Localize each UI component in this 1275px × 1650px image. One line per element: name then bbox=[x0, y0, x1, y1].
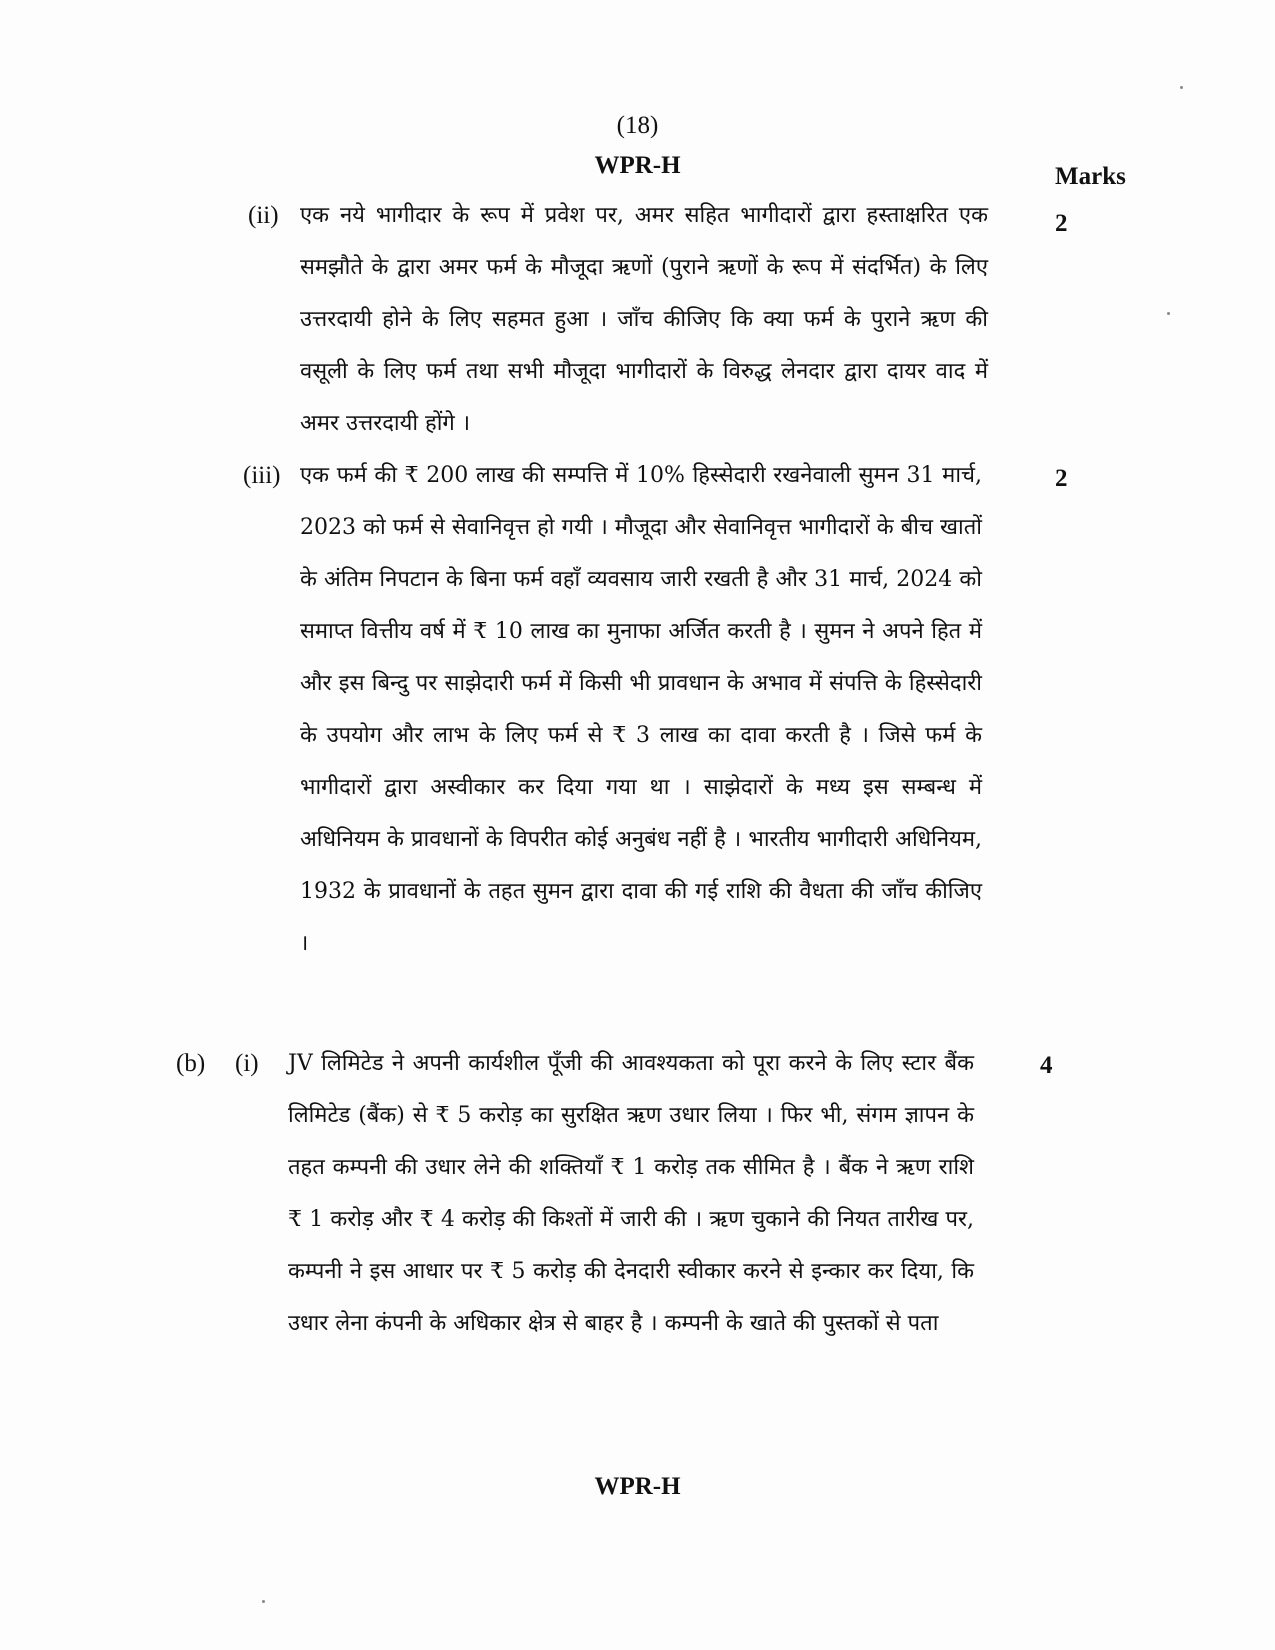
paper-code-header: WPR-H bbox=[594, 152, 681, 179]
question-label-iii: (iii) bbox=[243, 462, 281, 489]
question-marks-b-i: 4 bbox=[1040, 1052, 1053, 1079]
scan-speck bbox=[262, 1600, 265, 1603]
question-marks-iii: 2 bbox=[1055, 465, 1068, 492]
question-text-ii: एक नये भागीदार के रूप में प्रवेश पर, अमर सहित भागीदारों द्वारा हस्ताक्षरित एक समझौते के द्वारा अमर फर्म के मौजूदा ऋणों (पुराने ऋणों के रूप में संदर्भित) के लिए उत्तरदायी होने के लिए सहमत हुआ । जाँच कीजिए कि क्या फर्म के पुराने ऋण की वसूली के लिए फर्म तथा सभी मौजूदा भागीदारों के विरुद्ध लेनदार द्वारा दायर वाद में अमर उत्तरदायी होंगे । bbox=[300, 203, 988, 436]
question-text-iii: एक फर्म की ₹ 200 लाख की सम्पत्ति में 10% हिस्सेदारी रखनेवाली सुमन 31 मार्च, 2023 को फर्म से सेवानिवृत्त हो गयी । मौजूदा और सेवानिवृत्त भागीदारों के बीच खातों के अंतिम निपटान के बिना फर्म वहाँ व्यवसाय जारी रखती है और 31 मार्च, 2024 को समाप्त वित्तीय वर्ष में ₹ 10 लाख का मुनाफा अर्जित करती है । सुमन ने अपने हित में और इस बिन्दु पर साझेदारी फर्म में किसी भी प्रावधान के अभाव में संपत्ति के हिस्सेदारी के उपयोग और लाभ के लिए फर्म से ₹ 3 लाख का दावा करती है । जिसे फर्म के भागीदारों द्वारा अस्वीकार कर दिया गया था । साझेदारों के मध्य इस सम्बन्ध में अधिनियम के प्रावधानों के विपरीत कोई अनुबंध नहीं है । भारतीय भागीदारी अधिनियम, 1932 के प्रावधानों के तहत सुमन द्वारा दावा की गई राशि की वैधता की जाँच कीजिए । bbox=[300, 463, 982, 956]
marks-column-header: Marks bbox=[1055, 163, 1126, 190]
section-label-b: (b) bbox=[176, 1050, 206, 1077]
page-number: (18) bbox=[616, 112, 659, 139]
question-marks-ii: 2 bbox=[1055, 210, 1068, 237]
paper-code-footer: WPR-H bbox=[594, 1473, 681, 1500]
scan-speck bbox=[1167, 312, 1170, 315]
question-text-b-i: JV लिमिटेड ने अपनी कार्यशील पूँजी की आवश्यकता को पूरा करने के लिए स्टार बैंक लिमिटेड (बैंक) से ₹ 5 करोड़ का सुरक्षित ऋण उधार लिया । फिर भी, संगम ज्ञापन के तहत कम्पनी की उधार लेने की शक्तियाँ ₹ 1 करोड़ तक सीमित है । बैंक ने ऋण राशि ₹ 1 करोड़ और ₹ 4 करोड़ की किश्तों में जारी की । ऋण चुकाने की नियत तारीख पर, कम्पनी ने इस आधार पर ₹ 5 करोड़ की देनदारी स्वीकार करने से इन्कार कर दिया, कि उधार लेना कंपनी के अधिकार क्षेत्र से बाहर है । कम्पनी के खाते की पुस्तकों से पता bbox=[288, 1051, 974, 1336]
question-label-ii: (ii) bbox=[248, 202, 279, 229]
scan-speck bbox=[1180, 86, 1183, 89]
question-label-b-i: (i) bbox=[235, 1050, 259, 1077]
